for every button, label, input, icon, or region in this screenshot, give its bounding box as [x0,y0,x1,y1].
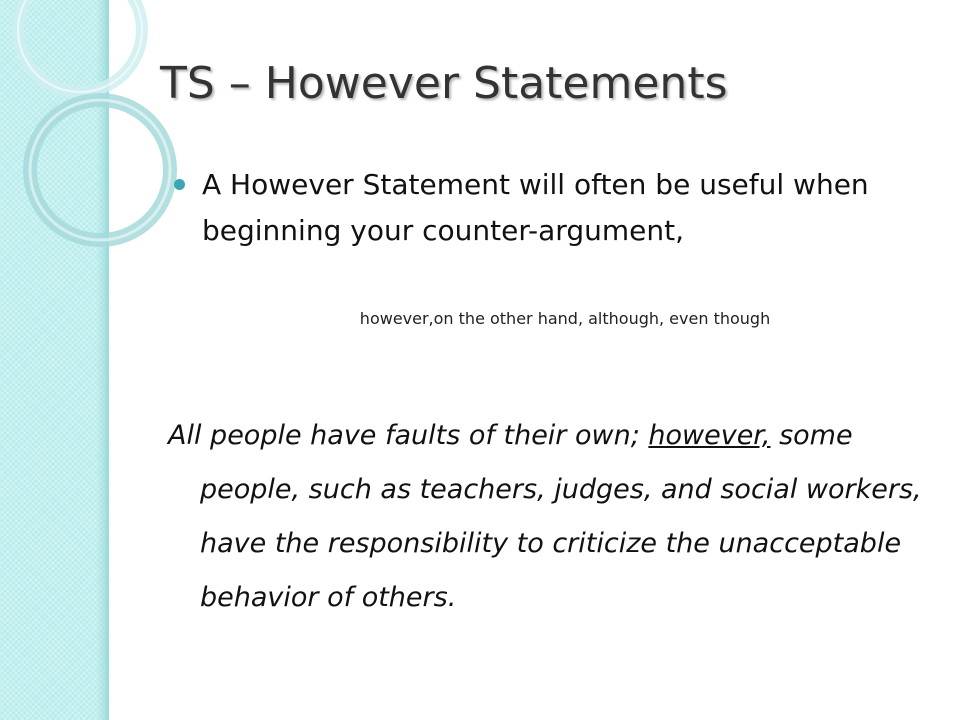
example-text-after: some people, such as teachers, judges, and social workers, have the responsibility to criticize the unacceptable behavior of others. [200,420,922,613]
bullet-dot-icon [174,179,185,190]
bullet-item [168,162,928,254]
example-text-before: All people have faults of their own; [168,420,649,451]
slide-title: TS – However Statements [160,58,728,109]
example-sentence [168,409,940,625]
bullet-text: A However Statement will often be useful when beginning your counter-argument, [202,168,869,247]
example-underlined-word: however, [648,420,771,451]
connector-words: however,on the other hand, although, even though [359,309,771,328]
